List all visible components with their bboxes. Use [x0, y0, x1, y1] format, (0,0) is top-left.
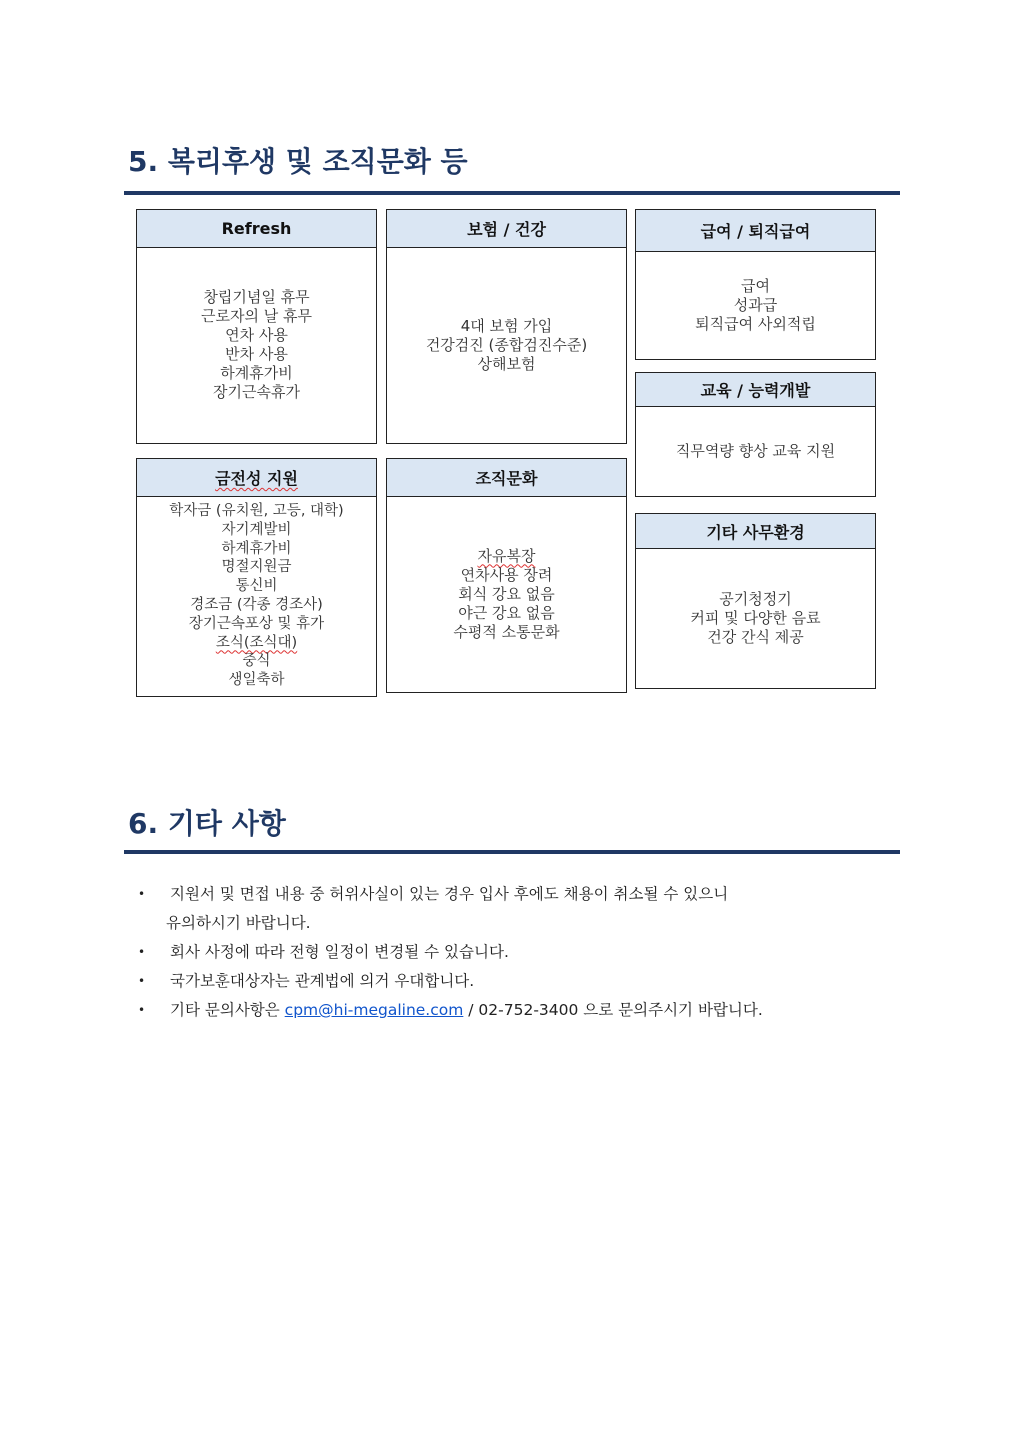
list-item: 자기계발비	[221, 521, 292, 538]
list-item: 조식(조식대)	[215, 634, 298, 651]
section-5-title: 5. 복리후생 및 조직문화 등	[128, 145, 468, 178]
list-item: 근로자의 날 휴무	[201, 307, 312, 325]
list-item: 통신비	[235, 578, 278, 595]
list-item: 경조금 (각종 경조사)	[190, 597, 323, 613]
contact-email-link[interactable]: cpm@hi-megaline.com	[284, 1001, 464, 1019]
list-item: 급여	[741, 276, 770, 295]
note-item	[136, 938, 836, 967]
list-item: 중식	[242, 653, 271, 670]
list-item: 야근 강요 없음	[458, 603, 555, 622]
list-item: 창립기념일 휴무	[203, 288, 310, 306]
box-header-text: 금전성 지원	[215, 469, 298, 488]
list-item: 명절지원금	[221, 559, 292, 576]
bullet-icon: •	[138, 1003, 146, 1017]
box-body	[387, 497, 626, 691]
benefit-box-office	[635, 513, 876, 689]
benefit-box-culture	[386, 458, 627, 693]
benefit-box-refresh	[136, 209, 377, 444]
box-body	[137, 248, 376, 442]
list-item: 건강 간식 제공	[707, 627, 804, 646]
note-item	[136, 996, 836, 1025]
notes-list	[136, 880, 836, 1025]
section-6-divider	[124, 850, 900, 854]
section-5-divider	[124, 191, 900, 195]
benefit-box-salary	[635, 209, 876, 360]
box-body	[387, 248, 626, 442]
list-item: 4대 보험 가입	[460, 316, 553, 335]
box-header: 급여 / 퇴직급여	[636, 210, 875, 252]
note-text: 기타 문의사항은	[170, 1001, 285, 1019]
list-item: 연차 사용	[225, 326, 288, 344]
box-body	[636, 407, 875, 495]
benefit-box-education	[635, 372, 876, 497]
list-item: 하계휴가비	[220, 364, 293, 382]
benefit-box-insurance	[386, 209, 627, 444]
box-header: 교육 / 능력개발	[636, 373, 875, 407]
section-6-title: 6. 기타 사항	[128, 807, 286, 840]
note-item	[136, 880, 836, 938]
list-item: 장기근속포상 및 휴가	[188, 615, 325, 632]
list-item: 상해보험	[477, 354, 536, 373]
benefit-box-financial	[136, 458, 377, 697]
list-item: 수평적 소통문화	[453, 622, 560, 641]
list-item: 건강검진 (종합검진수준)	[425, 335, 588, 354]
box-body	[636, 252, 875, 358]
list-item: 회식 강요 없음	[458, 584, 555, 603]
bullet-icon: •	[138, 974, 146, 988]
list-item: 퇴직급여 사외적립	[695, 314, 816, 333]
note-text: 유의하시기 바랍니다.	[166, 914, 311, 932]
bullet-icon: •	[138, 945, 146, 959]
box-body	[636, 549, 875, 687]
box-body	[137, 497, 376, 695]
note-text: / 02-752-3400 으로 문의주시기 바랍니다.	[463, 1001, 763, 1019]
list-item: 커피 및 다양한 음료	[690, 608, 821, 627]
list-item: 생일축하	[228, 672, 285, 689]
list-item: 직무역량 향상 교육 지원	[675, 441, 836, 460]
list-item: 학자금 (유치원, 고등, 대학)	[169, 503, 344, 520]
box-header: 조직문화	[387, 459, 626, 497]
note-text: 지원서 및 면접 내용 중 허위사실이 있는 경우 입사 후에도 채용이 취소될 수 있으니	[170, 885, 729, 903]
note-text: 국가보훈대상자는 관계법에 의거 우대합니다.	[170, 972, 475, 990]
list-item: 장기근속휴가	[213, 383, 300, 401]
list-item: 자유복장	[477, 546, 536, 565]
list-item: 반차 사용	[225, 345, 288, 363]
box-header: 기타 사무환경	[636, 514, 875, 549]
note-text: 회사 사정에 따라 전형 일정이 변경될 수 있습니다.	[170, 943, 509, 961]
box-header: 보험 / 건강	[387, 210, 626, 248]
box-header	[137, 459, 376, 497]
bullet-icon: •	[138, 887, 146, 901]
list-item: 성과급	[733, 295, 778, 314]
box-header: Refresh	[137, 210, 376, 248]
list-item: 연차사용 장려	[460, 565, 553, 584]
list-item: 하계휴가비	[221, 540, 292, 557]
note-item	[136, 967, 836, 996]
list-item: 공기청정기	[719, 589, 792, 608]
